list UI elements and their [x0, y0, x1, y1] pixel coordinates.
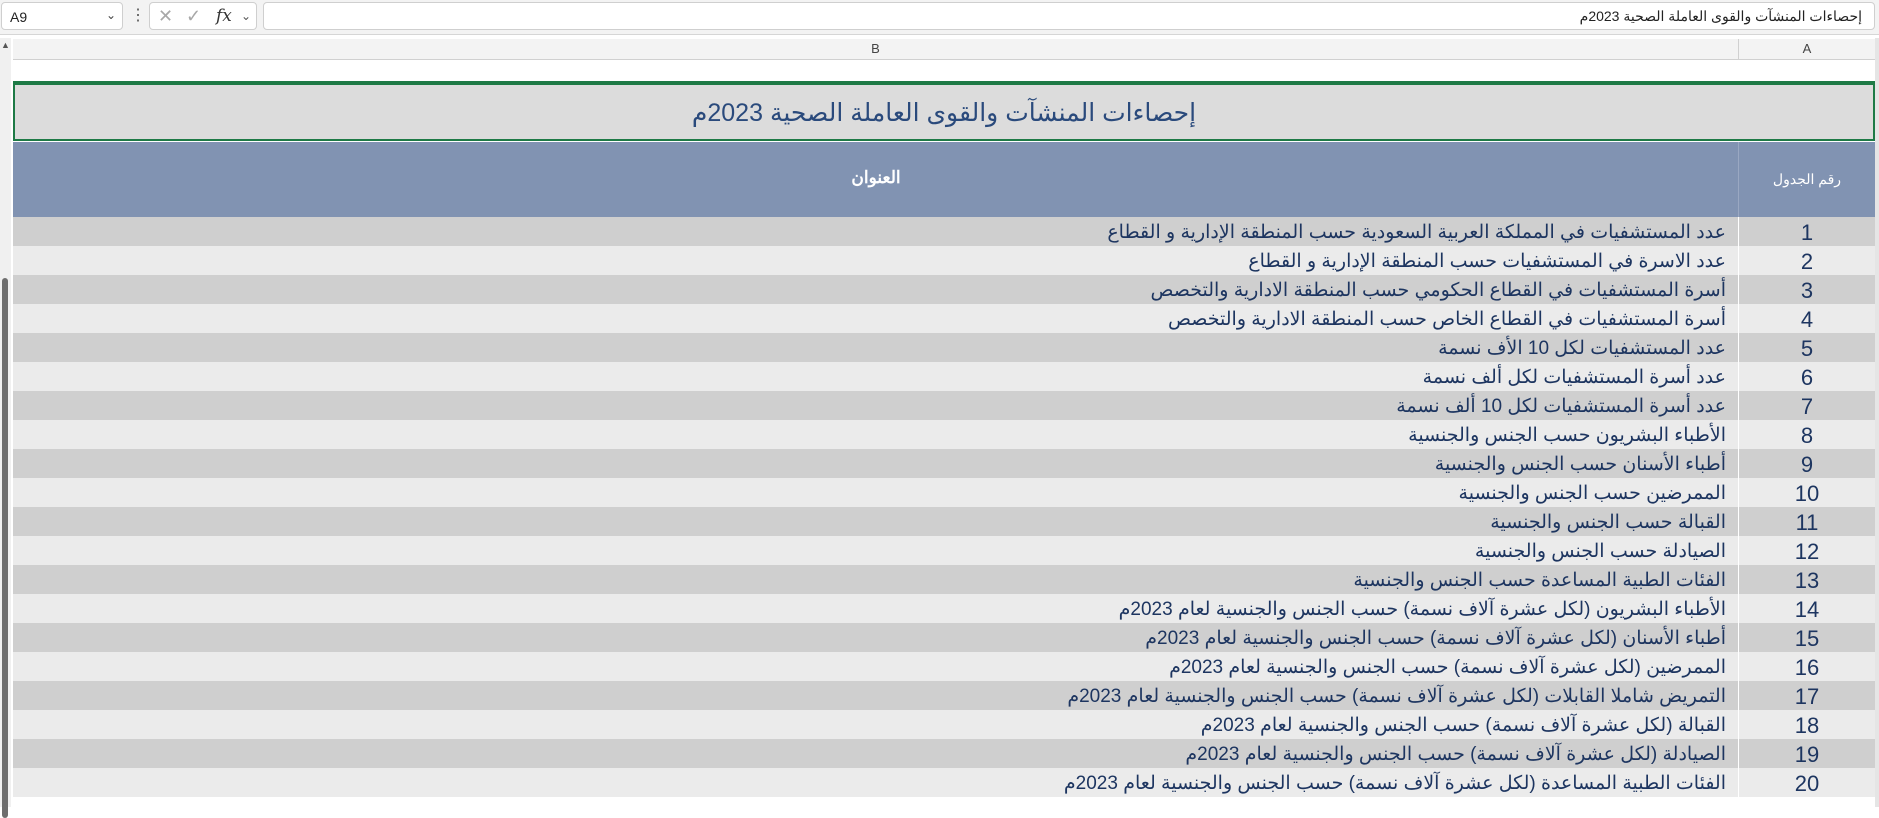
row-number-cell: 10: [1794, 481, 1820, 506]
column-header-a[interactable]: A: [1739, 39, 1875, 60]
table-row[interactable]: [13, 710, 1875, 739]
row-title-cell: عدد الاسرة في المستشفيات حسب المنطقة الإدارية و القطاع: [1248, 251, 1726, 272]
row-number-cell: 19: [1794, 742, 1820, 767]
row-title-cell: القبالة حسب الجنس والجنسية: [1490, 512, 1726, 533]
vertical-dots-icon[interactable]: ⋮: [130, 7, 146, 24]
row-title-cell: القبالة (لكل عشرة آلاف نسمة) حسب الجنس والجنسية لعام 2023م: [1200, 715, 1726, 736]
sheet-title: إحصاءات المنشآت والقوى العاملة الصحية 2023م: [691, 99, 1197, 127]
row-title-cell: أسرة المستشفيات في القطاع الخاص حسب المنطقة الادارية والتخصص: [1168, 309, 1726, 330]
row-title-cell: الأطباء البشريون حسب الجنس والجنسية: [1408, 425, 1726, 446]
row-number-cell: 3: [1800, 278, 1814, 303]
row-title-cell: أطباء الأسنان حسب الجنس والجنسية: [1434, 454, 1726, 475]
row-title-cell: عدد المستشفيات لكل 10 الأف نسمة: [1438, 338, 1726, 359]
scrollbar-thumb[interactable]: [2, 278, 8, 818]
row-number-cell: 12: [1794, 539, 1820, 564]
row-number-cell: 8: [1800, 423, 1814, 448]
vertical-scrollbar[interactable]: [0, 38, 11, 807]
chevron-down-icon[interactable]: ⌄: [105, 8, 116, 22]
row-number-cell: 18: [1794, 713, 1820, 738]
table-row[interactable]: [13, 536, 1875, 565]
row-title-cell: الفئات الطبية المساعدة (لكل عشرة آلاف نسمة) حسب الجنس والجنسية لعام 2023م: [1063, 773, 1726, 794]
row-number-cell: 9: [1800, 452, 1814, 477]
table-row[interactable]: [13, 768, 1875, 797]
row-number-cell: 5: [1800, 336, 1814, 361]
row-title-cell: الأطباء البشريون (لكل عشرة آلاف نسمة) حسب الجنس والجنسية لعام 2023م: [1118, 599, 1726, 620]
column-header-b[interactable]: B: [13, 39, 1739, 60]
selected-title-cell[interactable]: [13, 83, 1875, 141]
row-title-cell: الممرضين (لكل عشرة آلاف نسمة) حسب الجنس والجنسية لعام 2023م: [1169, 657, 1726, 678]
table-row[interactable]: [13, 739, 1875, 768]
table-row[interactable]: [13, 681, 1875, 710]
row-number-cell: 15: [1794, 626, 1820, 651]
empty-row[interactable]: [13, 61, 1875, 83]
table-row[interactable]: [13, 217, 1875, 246]
right-edge-scrollbar[interactable]: [1875, 38, 1879, 807]
row-number-cell: 2: [1800, 249, 1814, 274]
table-row[interactable]: [13, 449, 1875, 478]
header-number-cell: رقم الجدول: [1772, 171, 1842, 187]
row-title-cell: عدد أسرة المستشفيات لكل ألف نسمة: [1422, 367, 1726, 388]
table-row[interactable]: [13, 507, 1875, 536]
formula-bar: [0, 0, 1879, 35]
row-title-cell: أسرة المستشفيات في القطاع الحكومي حسب المنطقة الادارية والتخصص: [1150, 280, 1726, 301]
table-row[interactable]: [13, 623, 1875, 652]
table-row[interactable]: [13, 478, 1875, 507]
row-title-cell: عدد المستشفيات في المملكة العربية السعودية حسب المنطقة الإدارية و القطاع: [1107, 222, 1726, 243]
cancel-x-icon[interactable]: ✕: [158, 6, 174, 26]
table-header-row[interactable]: [13, 142, 1875, 217]
table-row[interactable]: [13, 594, 1875, 623]
row-number-cell: 14: [1794, 597, 1820, 622]
table-row[interactable]: [13, 275, 1875, 304]
row-number-cell: 20: [1794, 771, 1820, 796]
row-title-cell: الصيادلة حسب الجنس والجنسية: [1474, 541, 1726, 562]
checkmark-icon[interactable]: ✓: [186, 6, 202, 26]
row-title-cell: التمريض شاملا القابلات (لكل عشرة آلاف نسمة) حسب الجنس والجنسية لعام 2023م: [1067, 686, 1726, 707]
formula-text: إحصاءات المنشآت والقوى العاملة الصحية 2023م: [1579, 8, 1862, 24]
table-row[interactable]: [13, 420, 1875, 449]
table-row[interactable]: [13, 333, 1875, 362]
row-number-cell: 13: [1794, 568, 1820, 593]
row-title-cell: عدد أسرة المستشفيات لكل 10 ألف نسمة: [1396, 396, 1726, 417]
formula-actions: [149, 2, 257, 30]
name-box[interactable]: [1, 2, 123, 30]
row-title-cell: الفئات الطبية المساعدة حسب الجنس والجنسية: [1353, 570, 1726, 591]
row-number-cell: 11: [1795, 510, 1819, 535]
table-row[interactable]: [13, 391, 1875, 420]
table-row[interactable]: [13, 246, 1875, 275]
table-row[interactable]: [13, 565, 1875, 594]
row-number-cell: 7: [1800, 394, 1814, 419]
table-row[interactable]: [13, 304, 1875, 333]
row-number-cell: 1: [1800, 220, 1814, 245]
row-number-cell: 4: [1800, 307, 1814, 332]
formula-input[interactable]: [263, 2, 1875, 30]
row-number-cell: 16: [1794, 655, 1820, 680]
table-row[interactable]: [13, 362, 1875, 391]
table-body: [13, 217, 1875, 797]
header-title-cell: العنوان: [851, 168, 901, 187]
row-title-cell: الصيادلة (لكل عشرة آلاف نسمة) حسب الجنس والجنسية لعام 2023م: [1185, 744, 1726, 765]
row-title-cell: الممرضين حسب الجنس والجنسية: [1458, 483, 1726, 504]
row-number-cell: 6: [1800, 365, 1814, 390]
row-number-cell: 17: [1794, 684, 1820, 709]
row-title-cell: أطباء الأسنان (لكل عشرة آلاف نسمة) حسب الجنس والجنسية لعام 2023م: [1145, 628, 1726, 649]
table-row[interactable]: [13, 652, 1875, 681]
insert-function-icon[interactable]: fx: [216, 6, 232, 26]
name-box-value: A9: [10, 9, 28, 25]
scroll-up-arrow-icon[interactable]: ▲: [1, 40, 10, 50]
chevron-down-icon[interactable]: ⌄: [241, 9, 252, 23]
